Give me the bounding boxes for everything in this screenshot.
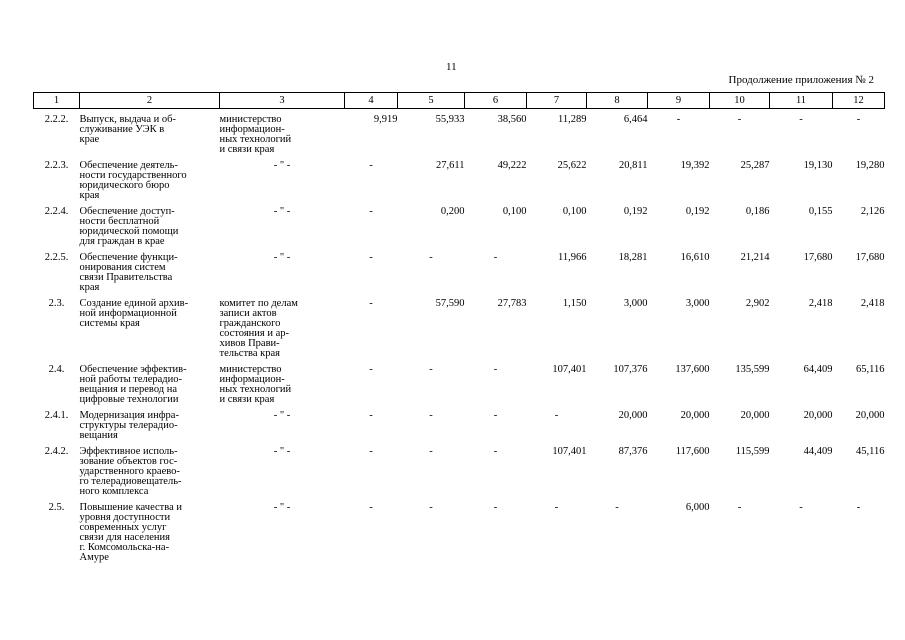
text-line: края <box>79 190 100 201</box>
text-line: хивов Прави- <box>219 338 280 349</box>
column-header-10: 10 <box>710 93 770 109</box>
value-cell-col-4: - <box>369 298 373 309</box>
table-row <box>34 207 885 247</box>
row-code: 2.5. <box>48 502 65 513</box>
value-cell-col-5: - <box>429 252 433 263</box>
text-line: состояния и ар- <box>219 328 290 339</box>
text-line: комитет по делам <box>219 298 298 309</box>
row-code: 2.2.4. <box>44 206 69 217</box>
value-cell-col-12: 17,680 <box>855 252 885 263</box>
text-line: структуры телерадио- <box>79 420 178 431</box>
text-line: связи для населения <box>79 532 170 543</box>
value-cell-col-4: - <box>369 206 373 217</box>
text-line: ности бесплатной <box>79 216 160 227</box>
text-line: Обеспечение эффектив- <box>79 364 187 375</box>
table-row <box>34 411 885 441</box>
value-cell-col-10: 115,599 <box>735 446 770 457</box>
text-line: - " - <box>273 206 291 217</box>
column-header-1: 1 <box>34 93 80 109</box>
text-line: зование объектов гос- <box>79 456 178 467</box>
value-cell-col-8: 0,192 <box>623 206 648 217</box>
value-cell-col-9: 137,600 <box>675 364 710 375</box>
column-header-4: 4 <box>345 93 398 109</box>
value-cell-col-9: 6,000 <box>685 502 710 513</box>
value-cell-col-4: - <box>369 502 373 513</box>
text-line: ного комплекса <box>79 486 149 497</box>
row-code: 2.4.2. <box>44 446 69 457</box>
text-line: вещания <box>79 430 118 441</box>
text-line: - " - <box>273 446 291 457</box>
value-cell-col-8: 6,464 <box>623 114 648 125</box>
text-line: министерство <box>219 364 282 375</box>
text-line: цифровые технологии <box>79 394 179 405</box>
value-cell-col-6: 38,560 <box>497 114 527 125</box>
value-cell-col-6: - <box>493 252 498 263</box>
value-cell-col-6: 0,100 <box>502 206 527 217</box>
value-cell-col-6: - <box>493 410 498 421</box>
value-cell-col-7: 11,966 <box>558 252 587 263</box>
text-line: Обеспечение деятель- <box>79 160 178 171</box>
responsible-executor <box>220 503 345 563</box>
value-cell-col-10: 0,186 <box>745 206 770 217</box>
text-line: Повышение качества и <box>79 502 182 513</box>
text-line: Обеспечение доступ- <box>79 206 175 217</box>
value-cell-col-5: - <box>429 410 433 421</box>
column-header-9: 9 <box>648 93 710 109</box>
value-cell-col-8: 18,281 <box>618 252 648 263</box>
responsible-executor <box>220 411 345 441</box>
value-cell-col-9: 20,000 <box>680 410 710 421</box>
responsible-executor <box>220 161 345 201</box>
text-line: ударственного краево- <box>79 466 180 477</box>
table-row <box>34 161 885 201</box>
table-row <box>34 503 885 563</box>
text-line: го телерадиовещатель- <box>79 476 182 487</box>
text-line: министерство <box>219 114 282 125</box>
row-code: 2.4.1. <box>44 410 69 421</box>
value-cell-col-8: 20,811 <box>619 160 648 171</box>
value-cell-col-11: 17,680 <box>803 252 833 263</box>
column-header-2: 2 <box>80 93 220 109</box>
value-cell-col-10: 20,000 <box>740 410 770 421</box>
text-line: - " - <box>273 502 291 513</box>
value-cell-col-4: - <box>369 446 373 457</box>
text-line: ной информационной <box>79 308 177 319</box>
value-cell-col-7: - <box>554 502 559 513</box>
value-cell-col-6: - <box>493 502 498 513</box>
appendix-continuation-label: Продолжение приложения № 2 <box>728 74 874 86</box>
value-cell-col-6: 49,222 <box>497 160 527 171</box>
text-line: вещания и перевод на <box>79 384 178 395</box>
text-line: г. Комсомольска-на- <box>79 542 170 553</box>
text-line: для граждан в крае <box>79 236 165 247</box>
value-cell-col-7: - <box>554 410 559 421</box>
value-cell-col-8: 20,000 <box>618 410 648 421</box>
value-cell-col-10: 25,287 <box>740 160 770 171</box>
program-table <box>33 92 885 563</box>
value-cell-col-12: 65,116 <box>856 364 885 375</box>
measure-name <box>80 411 220 441</box>
measure-name <box>80 365 220 405</box>
value-cell-col-12: 2,418 <box>860 298 885 309</box>
row-code: 2.4. <box>48 364 65 375</box>
value-cell-col-9: 19,392 <box>680 160 710 171</box>
value-cell-col-8: 87,376 <box>618 446 648 457</box>
value-cell-col-5: 0,200 <box>440 206 465 217</box>
value-cell-col-4: - <box>369 160 373 171</box>
table-row <box>34 299 885 359</box>
text-line: ности государственного <box>79 170 187 181</box>
table-row <box>34 365 885 405</box>
value-cell-col-7: 107,401 <box>552 364 587 375</box>
text-line: служивание УЭК в <box>79 124 165 135</box>
value-cell-col-7: 107,401 <box>552 446 587 457</box>
value-cell-col-5: 55,933 <box>435 114 465 125</box>
text-line: Модернизация инфра- <box>79 410 179 421</box>
value-cell-col-11: - <box>799 502 803 513</box>
responsible-executor <box>220 447 345 497</box>
column-header-12: 12 <box>833 93 885 109</box>
value-cell-col-11: 20,000 <box>803 410 833 421</box>
responsible-executor <box>220 253 345 293</box>
text-line: и связи края <box>219 394 275 405</box>
text-line: современных услуг <box>79 522 167 533</box>
value-cell-col-11: 64,409 <box>803 364 833 375</box>
value-cell-col-9: 0,192 <box>685 206 710 217</box>
column-header-8: 8 <box>587 93 648 109</box>
value-cell-col-11: 0,155 <box>808 206 833 217</box>
table-row <box>34 447 885 497</box>
value-cell-col-4: - <box>369 252 373 263</box>
text-line: тельства края <box>219 348 280 359</box>
value-cell-col-12: 19,280 <box>855 160 885 171</box>
table-row <box>34 253 885 293</box>
value-cell-col-5: 27,611 <box>436 160 465 171</box>
responsible-executor <box>220 299 345 359</box>
value-cell-col-10: - <box>737 502 742 513</box>
measure-name <box>80 161 220 201</box>
value-cell-col-10: 2,902 <box>745 298 770 309</box>
value-cell-col-12: 2,126 <box>860 206 885 217</box>
value-cell-col-11: - <box>799 114 803 125</box>
text-line: - " - <box>273 160 291 171</box>
text-line: юридического бюро <box>79 180 170 191</box>
value-cell-col-4: 9,919 <box>373 114 398 125</box>
value-cell-col-10: - <box>737 114 742 125</box>
value-cell-col-12: 20,000 <box>855 410 885 421</box>
value-cell-col-9: 3,000 <box>685 298 710 309</box>
row-code: 2.3. <box>48 298 65 309</box>
value-cell-col-12: 45,116 <box>856 446 885 457</box>
column-header-11: 11 <box>770 93 833 109</box>
value-cell-col-4: - <box>369 364 373 375</box>
row-code: 2.2.3. <box>44 160 69 171</box>
table-row <box>34 115 885 155</box>
text-line: информацион- <box>219 374 285 385</box>
value-cell-col-8: 107,376 <box>613 364 648 375</box>
row-code: 2.2.5. <box>44 252 69 263</box>
responsible-executor <box>220 365 345 405</box>
value-cell-col-8: - <box>615 502 619 513</box>
row-code: 2.2.2. <box>44 114 69 125</box>
text-line: и связи края <box>219 144 275 155</box>
responsible-executor <box>220 207 345 247</box>
text-line: - " - <box>273 252 291 263</box>
text-line: записи актов <box>219 308 277 319</box>
measure-name <box>80 253 220 293</box>
header-row <box>34 93 885 109</box>
measure-name <box>80 503 220 563</box>
text-line: системы края <box>79 318 140 329</box>
text-line: края <box>79 282 100 293</box>
value-cell-col-7: 1,150 <box>562 298 587 309</box>
value-cell-col-5: 57,590 <box>435 298 465 309</box>
text-line: крае <box>79 134 100 145</box>
column-header-5: 5 <box>398 93 465 109</box>
text-line: Эффективное исполь- <box>79 446 178 457</box>
value-cell-col-11: 19,130 <box>803 160 833 171</box>
value-cell-col-7: 11,289 <box>558 114 587 125</box>
value-cell-col-11: 44,409 <box>803 446 833 457</box>
value-cell-col-4: - <box>369 410 373 421</box>
text-line: уровня доступности <box>79 512 171 523</box>
measure-name <box>80 299 220 359</box>
page-number: 11 <box>446 61 457 73</box>
value-cell-col-5: - <box>429 364 433 375</box>
text-line: ной работы телерадио- <box>79 374 183 385</box>
text-line: ных технологий <box>219 134 292 145</box>
value-cell-col-9: 117,600 <box>675 446 710 457</box>
text-line: Создание единой архив- <box>79 298 189 309</box>
table-body <box>34 109 885 564</box>
text-line: онирования систем <box>79 262 166 273</box>
value-cell-col-12: - <box>856 114 861 125</box>
value-cell-col-6: 27,783 <box>497 298 527 309</box>
text-line: ных технологий <box>219 384 292 395</box>
text-line: Обеспечение функци- <box>79 252 178 263</box>
text-line: Амуре <box>79 552 109 563</box>
value-cell-col-6: - <box>493 446 498 457</box>
measure-name <box>80 207 220 247</box>
value-cell-col-6: - <box>493 364 498 375</box>
column-header-7: 7 <box>527 93 587 109</box>
column-header-3: 3 <box>220 93 345 109</box>
measure-name <box>80 447 220 497</box>
value-cell-col-12: - <box>856 502 861 513</box>
text-line: - " - <box>273 410 291 421</box>
text-line: Выпуск, выдача и об- <box>79 114 176 125</box>
text-line: гражданского <box>219 318 281 329</box>
value-cell-col-7: 25,622 <box>557 160 587 171</box>
value-cell-col-7: 0,100 <box>562 206 587 217</box>
value-cell-col-9: 16,610 <box>680 252 710 263</box>
responsible-executor <box>220 115 345 155</box>
column-header-6: 6 <box>465 93 527 109</box>
value-cell-col-11: 2,418 <box>808 298 833 309</box>
value-cell-col-5: - <box>429 502 433 513</box>
value-cell-col-10: 135,599 <box>735 364 770 375</box>
text-line: информацион- <box>219 124 285 135</box>
value-cell-col-10: 21,214 <box>740 252 770 263</box>
value-cell-col-9: - <box>676 114 681 125</box>
text-line: связи Правительства <box>79 272 173 283</box>
value-cell-col-8: 3,000 <box>623 298 648 309</box>
measure-name <box>80 115 220 155</box>
value-cell-col-5: - <box>429 446 433 457</box>
text-line: юридической помощи <box>79 226 179 237</box>
